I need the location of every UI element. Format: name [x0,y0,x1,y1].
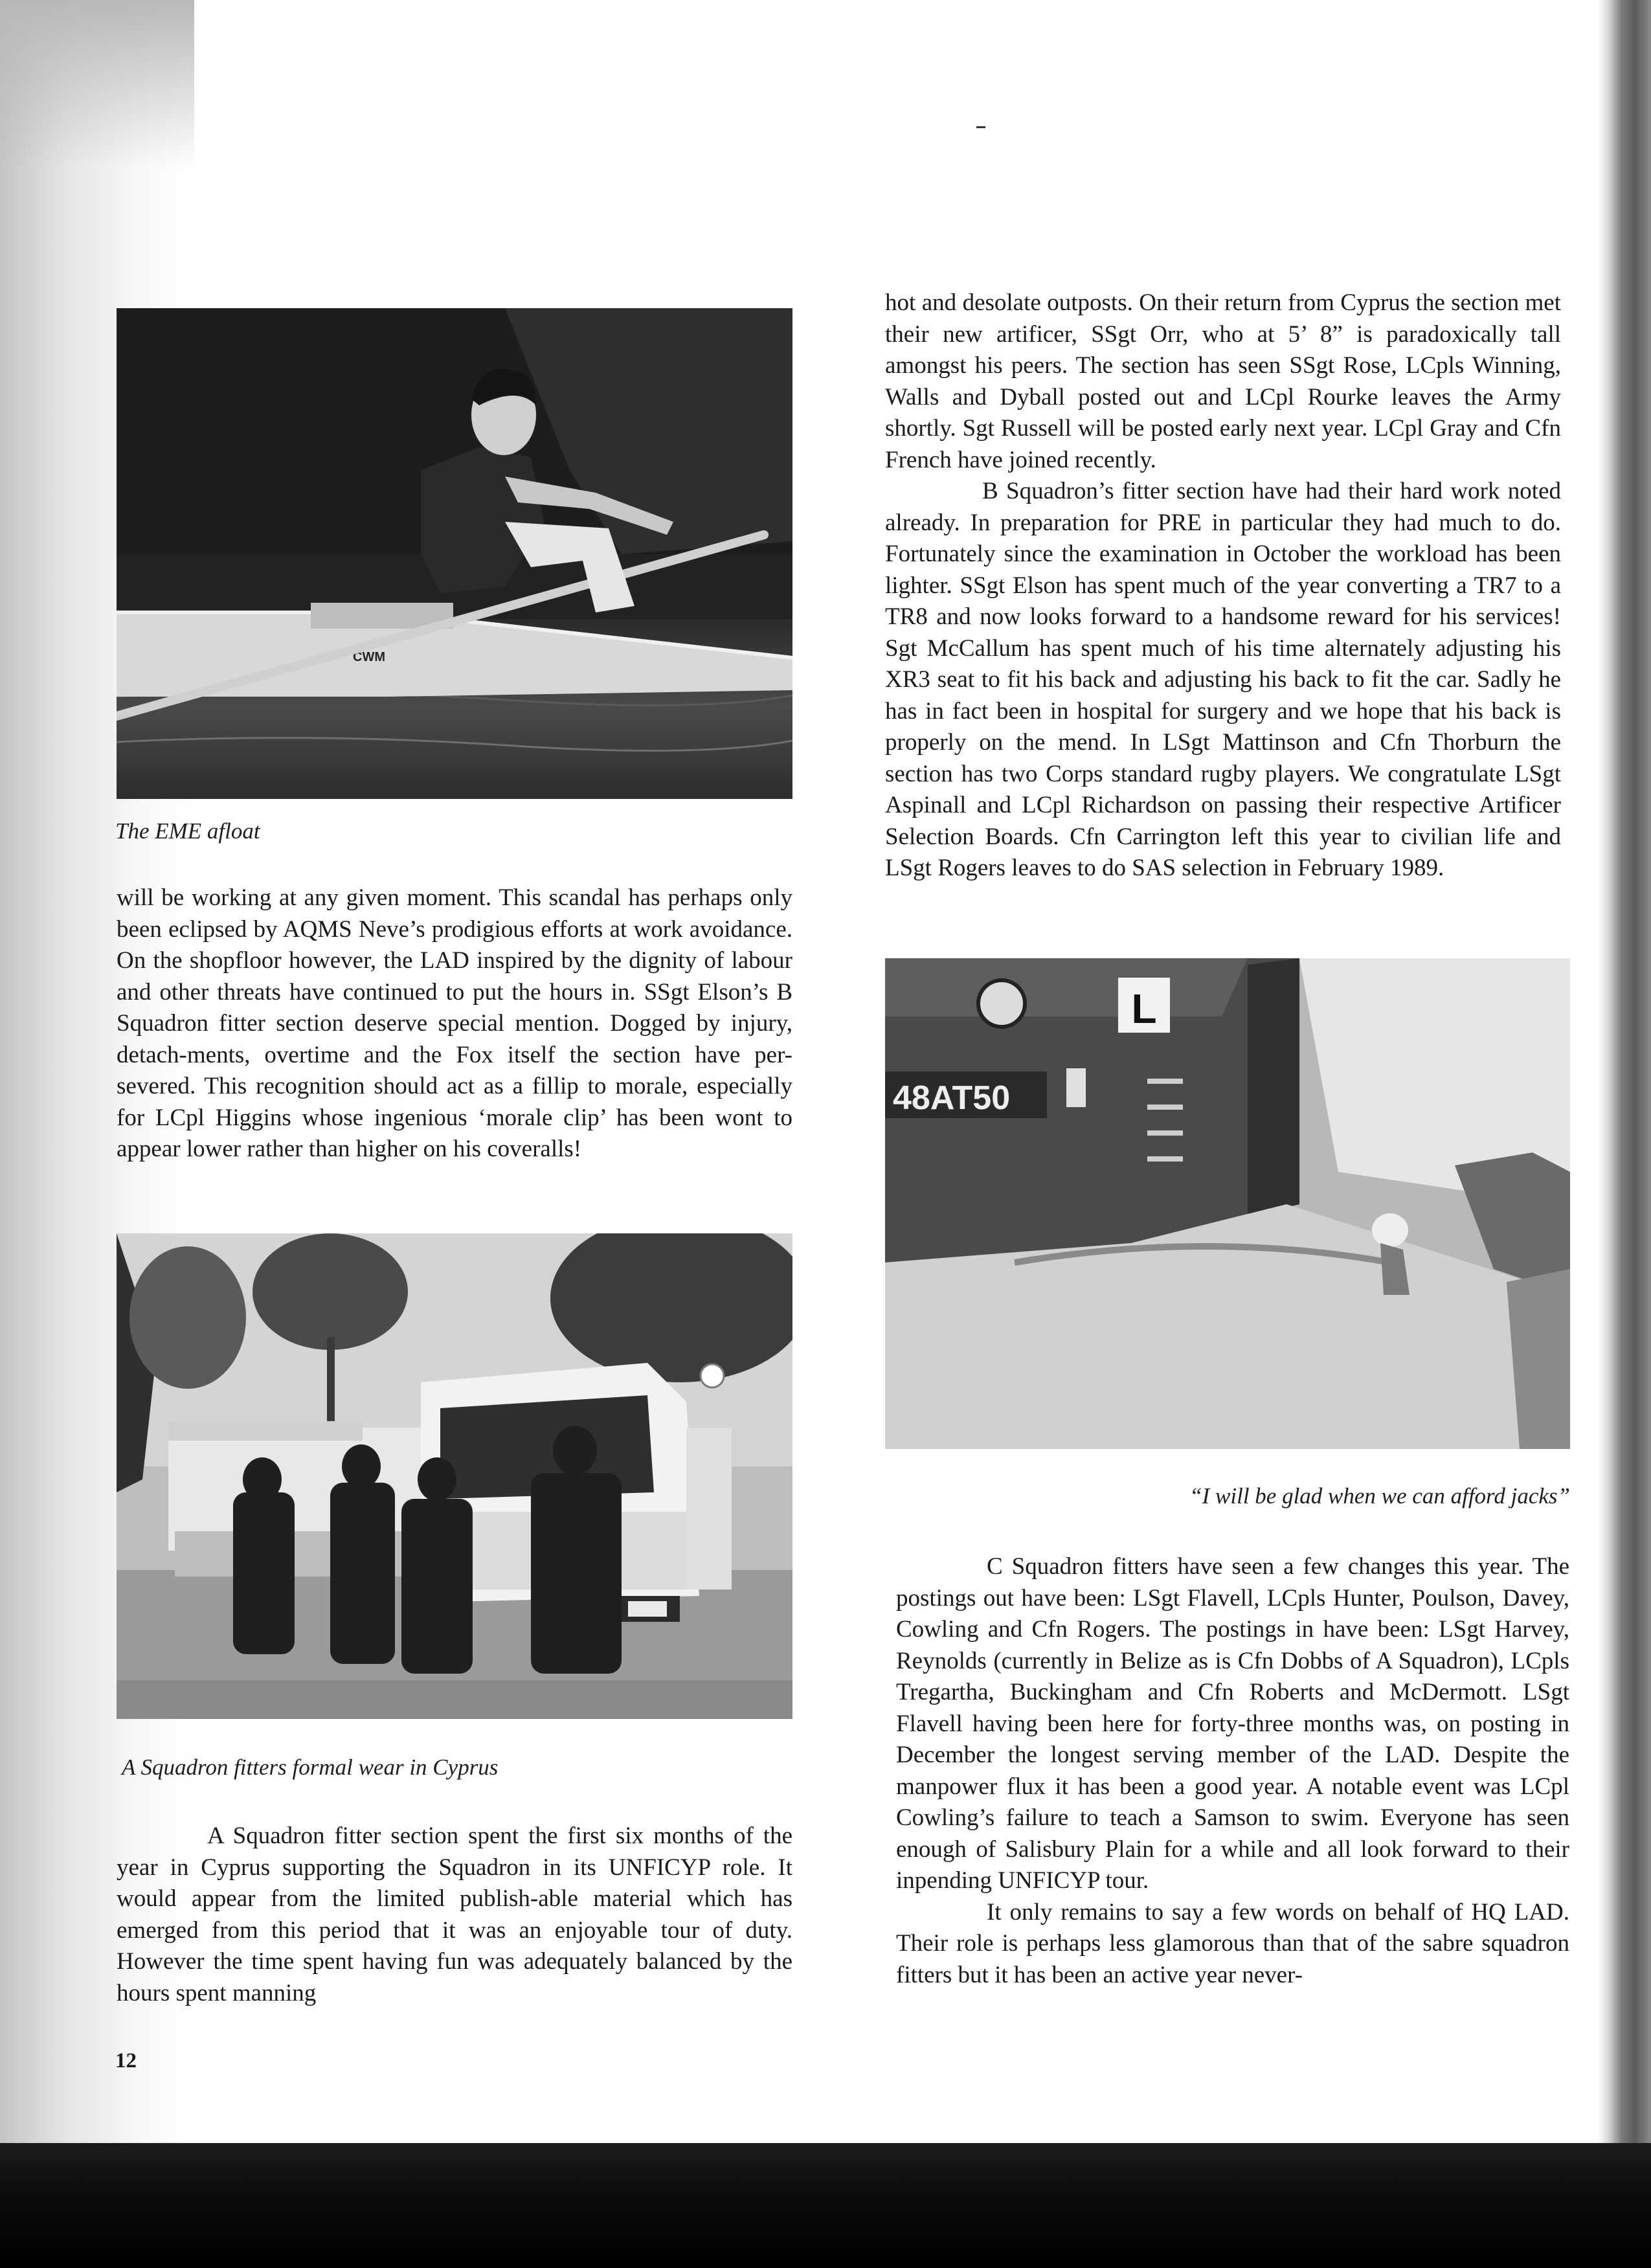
paragraph: hot and desolate outposts. On their return from Cyprus the section met their new artificer, SSgt Orr, who at 5’ 8” is paradoxically tall amongst his peers. The section has seen SSgt Rose, LCpls Winning, Walls and Dyball posted out and LCpl Rourke leaves the Army shortly. Sgt Russell will be posted early next year. LCpl Gray and Cfn French have joined recently. [885,289,1561,473]
right-column-text-top [885,287,1561,884]
paragraph: will be working at any given moment. This scandal has perhaps only been eclipsed by AQMS Neve’s prodigious efforts at work avoidance. On the shopfloor however, the LAD inspired by the dignity of labour and other threats have continued to put the hours in. SSgt Elson’s B Squadron fitter section deserve special mention. Dogged by injury, detach-ments, overtime and the Fox itself the section have per-severed. This recognition should act as a fillip to morale, especially for LCpl Higgins whose ingenious ‘morale clip’ has been wont to appear lower rather than higher on his coveralls! [117,884,792,1162]
page-binding-edge [1598,0,1651,2143]
caption-afford-jacks: “I will be glad when we can afford jacks” [1189,1483,1570,1509]
learner-plate-letter: L [1131,985,1157,1032]
page-number: 12 [115,2049,137,2072]
paragraph: C Squadron fitters have seen a few changes this year. The postings out have been: LSgt Flavell, LCpls Hunter, Poulson, Davey, Cowling and Cfn Rogers. The postings in have been: LSgt Harvey, Reynolds (currently in Belize as is Cfn Dobbs of A Squadron), LCpls Tregartha, Buckingham and Cfn Roberts and McDermott. LSgt Flavell having been here for forty-three months was, on posting in December the longest serving member of the LAD. Despite the manpower flux it has been a good year. A notable event was LCpl Cowling’s failure to teach a Samson to swim. Everyone has seen enough of Salisbury Plain for a while and all look forward to their inpending UNFICYP tour. [896,1553,1569,1894]
paragraph: A Squadron fitter section spent the first six months of the year in Cyprus supporting the Squadron in its UNFICYP role. It would appear from the limited publish-able material which has emerged from this period that it was an enjoyable tour of duty. However the time spent having fun was adequately balanced by the hours spent manning [117,1823,792,2006]
right-column-text-bottom [896,1551,1569,1991]
photo-squadron-fitters [117,1233,792,1719]
left-column-text-bottom [117,1821,792,2009]
paragraph: It only remains to say a few words on behalf of HQ LAD. Their role is perhaps less glamorous than that of the sabre squadron fitters but it has been an active year never- [896,1898,1569,1988]
stray-mark [976,126,985,128]
left-column-text-top [117,882,792,1165]
scan-bottom-band [0,2143,1651,2268]
photo-vehicle-jacks [885,958,1570,1449]
scan-shadow-corner [0,0,194,168]
boat-name-marking: CWM [353,650,385,664]
caption-fitters-cyprus: A Squadron fitters formal wear in Cyprus [122,1755,499,1780]
paragraph: B Squadron’s fitter section have had their hard work noted already. In preparation for PRE in particular they had much to do. Fortunately since the examination in October the workload has been lighter. SSgt Elson has spent much of the year converting a TR7 to a TR8 and now looks forward to a handsome reward for his services! Sgt McCallum has spent much of his time alternately adjusting his XR3 seat to fit his back and adjusting his back to fit the car. Sadly he has in fact been in hospital for surgery and we hope that his back is properly on the mend. In LSgt Mattinson and Cfn Thorburn the section has two Corps standard rugby players. We congratulate LSgt Aspinall and LCpl Richardson on passing their respective Artificer Selection Boards. Cfn Carrington left this year to civilian life and LSgt Rogers leaves to do SAS selection in February 1989. [885,478,1561,881]
photo-eme-rowing [117,308,792,799]
vehicle-registration-plate: 48AT50 [893,1079,1011,1117]
caption-eme-afloat: The EME afloat [115,818,260,844]
